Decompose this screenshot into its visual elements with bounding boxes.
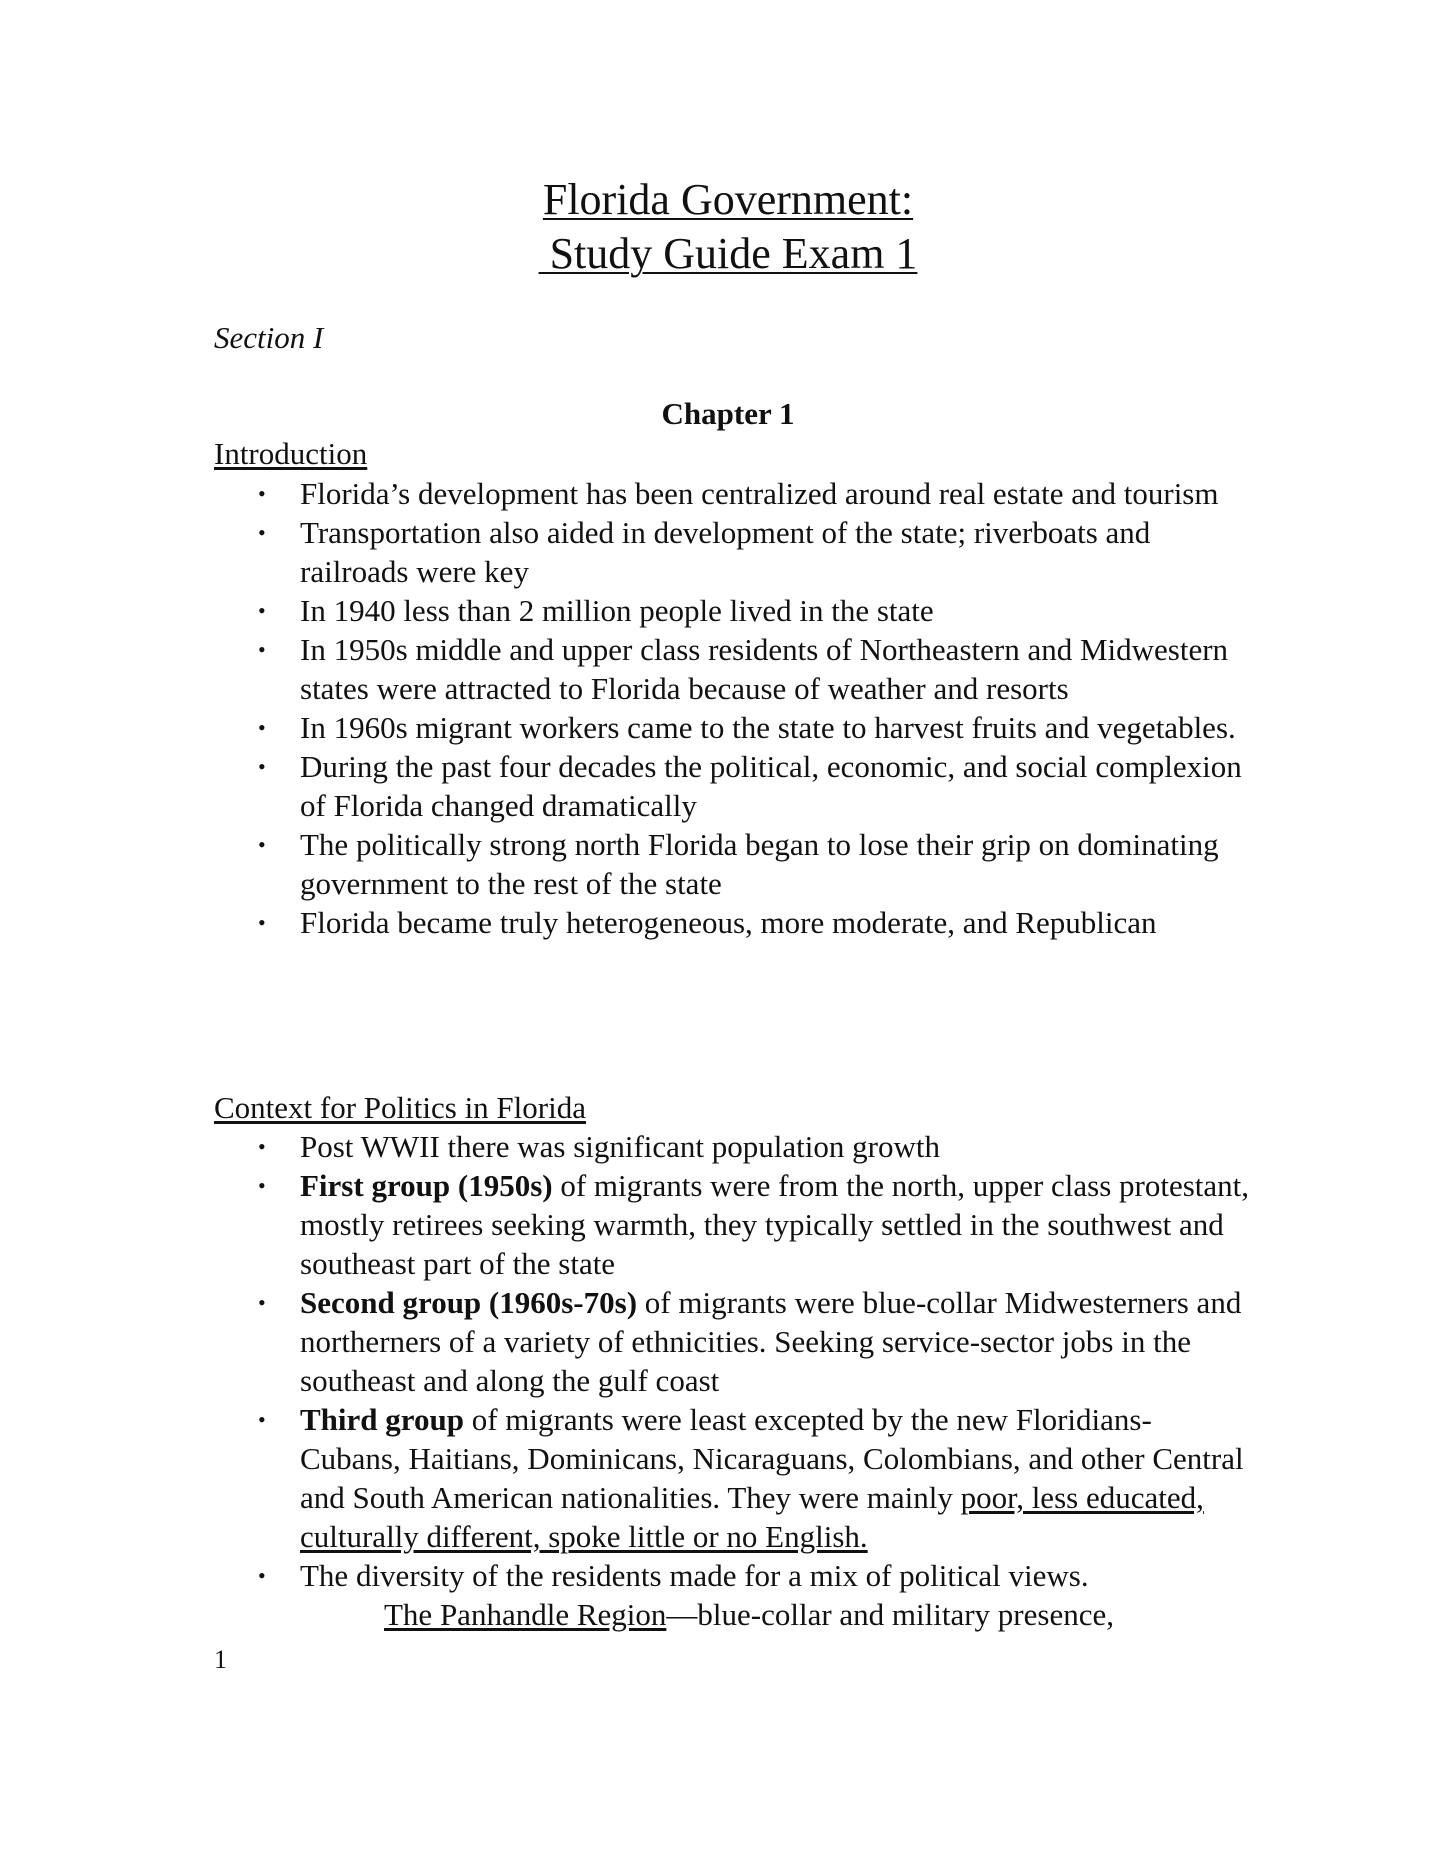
context-list — [214, 1127, 1254, 1595]
bullet-icon: • — [258, 598, 266, 623]
panhandle-region-line: The Panhandle Region—blue-collar and military presence, — [384, 1597, 1114, 1632]
bullet-icon: • — [258, 1134, 266, 1159]
bullet-icon: • — [258, 1173, 266, 1198]
group-label: First group (1950s) — [300, 1168, 553, 1203]
list-item: • First group (1950s) of migrants were from the north, upper class protestant, mostly retirees seeking warmth, they typically settled in the southwest and southeast part of the state — [258, 1168, 1250, 1281]
list-item: • The diversity of the residents made for a mix of political views. — [258, 1558, 1089, 1593]
bullet-icon: • — [258, 481, 266, 506]
chapter-heading: Chapter 1 — [661, 396, 795, 431]
list-item: • Florida’s development has been centralized around real estate and tourism — [258, 476, 1219, 511]
list-item: • Florida became truly heterogeneous, more moderate, and Republican — [258, 905, 1157, 940]
list-item: • In 1940 less than 2 million people lived in the state — [258, 593, 934, 628]
introduction-list — [214, 474, 1254, 942]
region-name: The Panhandle Region — [384, 1597, 667, 1632]
list-item: • During the past four decades the political, economic, and social complexion of Florida changed dramatically — [258, 749, 1242, 823]
bullet-icon: • — [258, 754, 266, 779]
list-item: • Second group (1960s-70s) of migrants were blue-collar Midwesterners and northerners of a variety of ethnicities. Seeking service-sector jobs in the southeast and along the gulf coast — [258, 1285, 1242, 1398]
document-title-line-2: Study Guide Exam 1 — [538, 229, 918, 278]
bullet-icon: • — [258, 832, 266, 857]
list-item: • Third group of migrants were least excepted by the new Floridians- Cubans, Haitians, Dominicans, Nicaraguans, Colombians, and other Central and South American nationalities. They were mainly poor, less educated, culturally different, spoke little or no English. — [258, 1402, 1244, 1554]
introduction-heading: Introduction — [214, 436, 368, 471]
list-item: • In 1950s middle and upper class residents of Northeastern and Midwestern states were attracted to Florida because of weather and resorts — [258, 632, 1229, 706]
bullet-icon: • — [258, 520, 266, 545]
context-heading: Context for Politics in Florida — [214, 1090, 586, 1125]
section-label: Section I — [214, 320, 324, 355]
group-label: Second group (1960s-70s) — [300, 1285, 638, 1320]
page-number: 1 — [214, 1645, 227, 1674]
list-item: • In 1960s migrant workers came to the state to harvest fruits and vegetables. — [258, 710, 1236, 745]
bullet-icon: • — [258, 637, 266, 662]
group-label: Third group — [300, 1402, 464, 1437]
bullet-icon: • — [258, 715, 266, 740]
list-item: • The politically strong north Florida began to lose their grip on dominating government to the rest of the state — [258, 827, 1219, 901]
bullet-icon: • — [258, 910, 266, 935]
underlined-text: poor, less educated, culturally different, spoke little or no English. — [300, 1480, 1204, 1554]
bullet-icon: • — [258, 1407, 266, 1432]
list-item: • Transportation also aided in development of the state; riverboats and railroads were key — [258, 515, 1151, 589]
document-title-line-1: Florida Government: — [542, 175, 914, 224]
bullet-icon: • — [258, 1563, 266, 1588]
bullet-icon: • — [258, 1290, 266, 1315]
list-item: • Post WWII there was significant population growth — [258, 1129, 940, 1164]
